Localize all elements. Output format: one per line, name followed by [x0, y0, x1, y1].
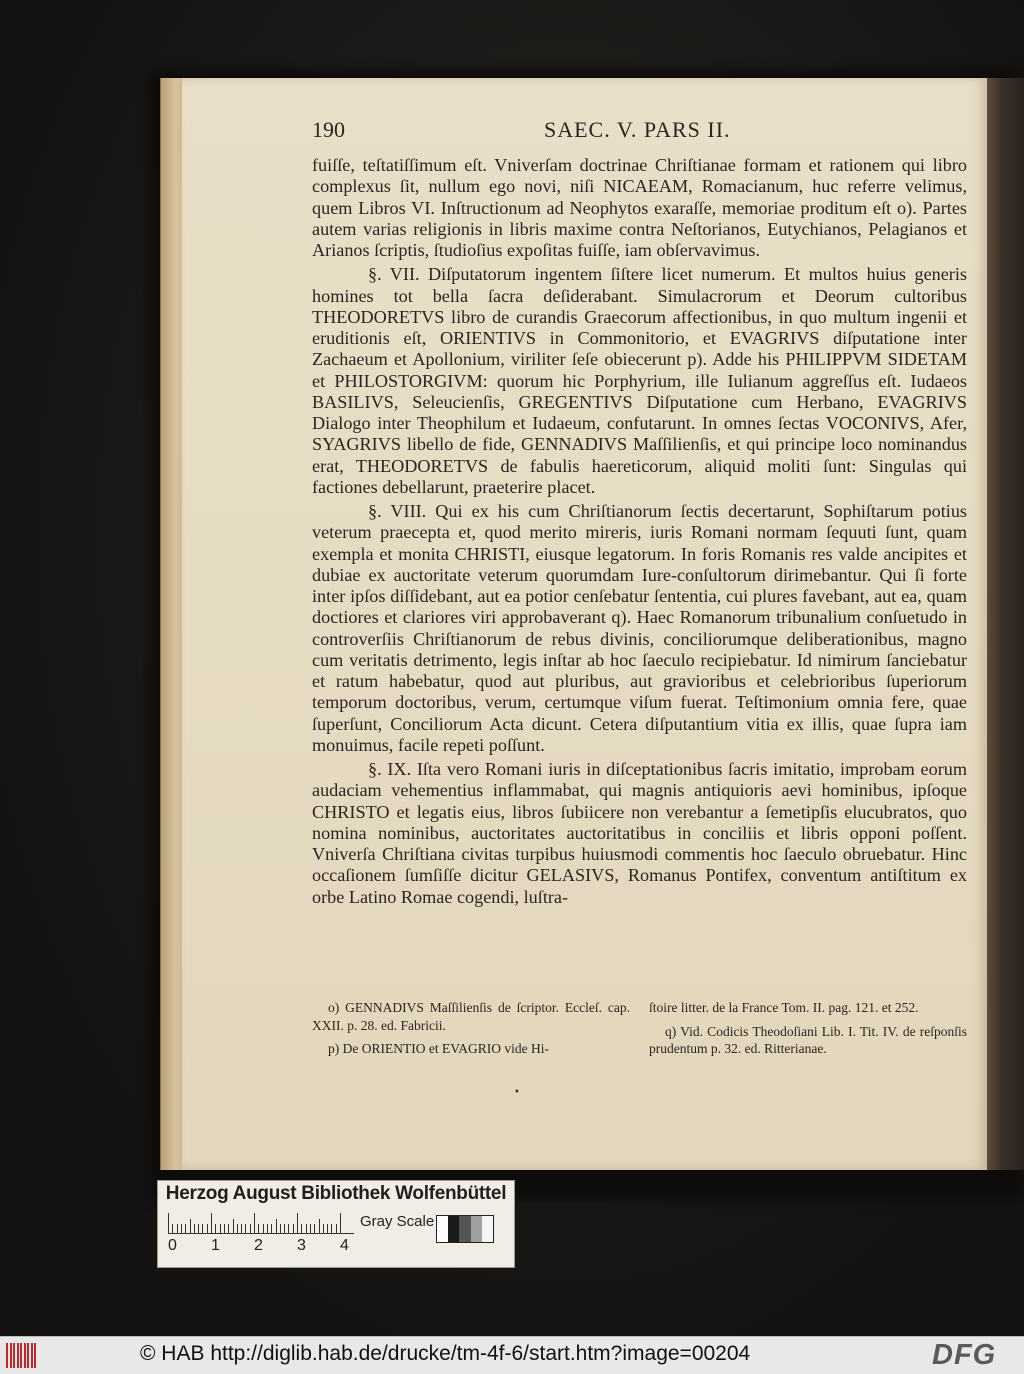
hab-logo-bar	[31, 1343, 33, 1368]
hab-logo-bar	[17, 1343, 19, 1368]
hab-logo-bar	[13, 1343, 15, 1368]
ruler-tick	[211, 1213, 212, 1233]
gray-scale-label: Gray Scale	[360, 1213, 435, 1230]
ruler-tick	[331, 1224, 332, 1233]
ruler-tick	[276, 1219, 277, 1233]
signature-mark: •	[514, 1087, 520, 1098]
paragraph-section-viii: §. VIII. Qui ex his cum Chriſtianorum ſectis decertarunt, Sophiſtarum potius veterum praecepta et, quod merito mireris, iuris Romani normam ſequuti ſunt, quam exempla et monita CHRISTI, eiusque legatorum. In foris Romanis res valde ancipites et dubiae ex auctoritate veterum quorumdam Iure-conſultorum dirimebantur. Qui ſi forte inter ipſos diſſidebant, aut ea potior cenſebatur ſententia, cui plures favebant, aut ea, quam doctiores et clariores viri approbaverant q). Haec Romanorum tribunalium conſuetudo in controverſiis Chriſtianorum de rebus divinis, conciliorumque deliberationibus, magno cum veritatis detrimento, legis inſtar ab hoc ſaeculo recipiebatur. Id nimirum ſanciebatur et ratum habebatur, quod aut pluribus, aut gravioribus et celebrioribus ſuperiorum temporum doctoribus, verum, certumque viſum fuerat. Teſtimonium omnia fere, quae ſuperſunt, Conciliorum Acta dicunt. Cetera diſputantium vitia ex illis, quae ſupra iam monuimus, facile repeti poſſunt.	[312, 501, 967, 755]
ruler-number-0: 0	[168, 1237, 177, 1254]
page-header	[312, 117, 972, 147]
ruler-tick	[263, 1224, 264, 1233]
dfg-logo-icon: DFG	[932, 1339, 997, 1371]
ruler-tick	[327, 1224, 328, 1233]
ruler-tick	[310, 1224, 311, 1233]
ruler-tick	[293, 1224, 294, 1233]
gray-swatch	[482, 1216, 493, 1242]
hab-logo-icon	[6, 1343, 38, 1368]
ruler-number-2: 2	[254, 1237, 263, 1254]
footnote-q: q) Vid. Codicis Theodoſiani Lib. I. Tit. IV. de reſponſis prudentum p. 32. ed. Ritterianae.	[649, 1023, 967, 1056]
scale-ruler	[168, 1213, 358, 1265]
facing-page-edge	[987, 78, 1024, 1170]
body-text	[312, 155, 967, 911]
ruler-tick	[168, 1213, 169, 1233]
hab-logo-bar	[6, 1343, 8, 1368]
ruler-tick	[288, 1224, 289, 1233]
ruler-number-1: 1	[211, 1237, 220, 1254]
footnote-p-continuation: ſtoire litter. de la France Tom. II. pag. 121. et 252.	[649, 1000, 919, 1015]
gray-swatch	[437, 1216, 448, 1242]
ruler-number-3: 3	[297, 1237, 306, 1254]
footnote-p: p) De ORIENTIO et EVAGRIO vide Hi-	[328, 1041, 549, 1056]
ruler-tick	[202, 1224, 203, 1233]
paragraph-continuation: fuiſſe, teſtatiſſimum eſt. Vniverſam doctrinae Chriſtianae formam et rationem qui libro complexus ſit, nullum ego novi, niſi NICAEAM, Romacianum, huc referre velimus, quem Libros VI. Inſtructionum ad Neophytos exaraſſe, memoriae proditum eſt o). Partes autem varias religionis in libris maxime contra Neſtorianos, Eutychianos, Pelagianos et Arianos ſcriptis, ſtudioſius expoſitas fuiſſe, iam obſervavimus.	[312, 155, 967, 260]
ruler-number-4: 4	[340, 1237, 349, 1254]
ruler-tick	[220, 1224, 221, 1233]
hab-logo-bar	[27, 1343, 29, 1368]
ruler-tick	[181, 1224, 182, 1233]
ruler-tick	[301, 1224, 302, 1233]
footnote-o: o) GENNADIVS Maſſilienſis de ſcriptor. Eccleſ. cap. XXII. p. 28. ed. Fabricii.	[312, 1000, 630, 1033]
ruler-tick	[228, 1224, 229, 1233]
hab-logo-bar	[34, 1343, 36, 1368]
ruler-tick	[254, 1213, 255, 1233]
ruler-line	[168, 1213, 354, 1234]
running-head: SAEC. V. PARS II.	[544, 117, 731, 142]
ruler-tick	[267, 1224, 268, 1233]
ruler-tick	[185, 1224, 186, 1233]
ruler-tick	[271, 1224, 272, 1233]
ruler-tick	[233, 1219, 234, 1233]
gray-swatch	[471, 1216, 482, 1242]
copyright-url[interactable]: © HAB http://diglib.hab.de/drucke/tm-4f-6/start.htm?image=00204	[140, 1342, 751, 1365]
hab-logo-bar	[20, 1343, 22, 1368]
library-name: Herzog August Bibliothek Wolfenbüttel	[165, 1183, 507, 1204]
ruler-tick	[224, 1224, 225, 1233]
ruler-tick	[284, 1224, 285, 1233]
ruler-tick	[241, 1224, 242, 1233]
paragraph-section-ix: §. IX. Iſta vero Romani iuris in diſceptationibus ſacris imitatio, improbam eorum audaciam vehementius inflammabat, qui magnis antiquioris aevi hominibus, ipſoque CHRISTO et legatis eius, libros ſubiicere non verebantur a ſemetipſis elucubratos, quo nomina nominibus, auctoritates auctoritatibus in conciliis et libris opponi poſſent. Vniverſa Chriſtiana civitas turpibus huiusmodi commentis hoc ſaeculo obruebatur. Hinc occaſionem ſumſiſſe dicitur GELASIVS, Romanus Pontifex, conventum antiſtitum ex orbe Latino Romae cogendi, luſtra-	[312, 759, 967, 907]
paragraph-section-vii: §. VII. Diſputatorum ingentem ſiſtere licet numerum. Et multos huius generis homines tot bella ſacra deſiderabant. Simulacrorum et Deorum cultoribus THEODORETVS libro de curandis Graecorum affectionibus, in quo multum ingenii et eruditionis eſt, ORIENTIVS in Commonitorio, et EVAGRIVS diſputatione inter Zachaeum et Apollonium, viriliter ſeſe obiecerunt p). Adde his PHILIPPVM SIDETAM et PHILOSTORGIVM: quorum hic Porphyrium, ille Iulianum aggreſſus eſt. Iudaeos BASILIVS, Seleucienſis, GREGENTIVS Diſputatione cum Herbano, EVAGRIVS Dialogo inter Theophilum et Iudaeum, confutarunt. In omnes ſectas VOCONIVS, Afer, SYAGRIVS libello de fide, GENNADIVS Maſſilienſis, et qui principe loco nominandus erat, THEODORETVS de fabulis haereticorum, aliquid moliti ſunt: Singulas qui factiones debellarunt, praeterire placet.	[312, 264, 967, 497]
ruler-tick	[250, 1224, 251, 1233]
ruler-tick	[297, 1213, 298, 1233]
hab-logo-bar	[24, 1343, 26, 1368]
footnotes-left-column	[312, 999, 630, 1064]
ruler-tick	[198, 1224, 199, 1233]
gray-swatch	[459, 1216, 470, 1242]
library-color-card	[157, 1180, 515, 1268]
ruler-tick	[340, 1213, 341, 1233]
ruler-tick	[258, 1224, 259, 1233]
ruler-tick	[336, 1224, 337, 1233]
gray-scale-swatches	[436, 1215, 494, 1243]
ruler-tick	[194, 1224, 195, 1233]
ruler-tick	[245, 1224, 246, 1233]
hab-logo-bar	[10, 1343, 12, 1368]
ruler-tick	[314, 1224, 315, 1233]
ruler-tick	[306, 1224, 307, 1233]
gray-swatch	[448, 1216, 459, 1242]
ruler-tick	[215, 1224, 216, 1233]
footer-bar	[0, 1336, 1024, 1374]
footnotes-right-column	[649, 999, 967, 1064]
ruler-tick	[319, 1219, 320, 1233]
ruler-tick	[207, 1224, 208, 1233]
ruler-tick	[323, 1224, 324, 1233]
ruler-tick	[190, 1219, 191, 1233]
page-number: 190	[312, 117, 345, 142]
ruler-tick	[177, 1224, 178, 1233]
ruler-tick	[237, 1224, 238, 1233]
ruler-tick	[280, 1224, 281, 1233]
ruler-tick	[172, 1224, 173, 1233]
